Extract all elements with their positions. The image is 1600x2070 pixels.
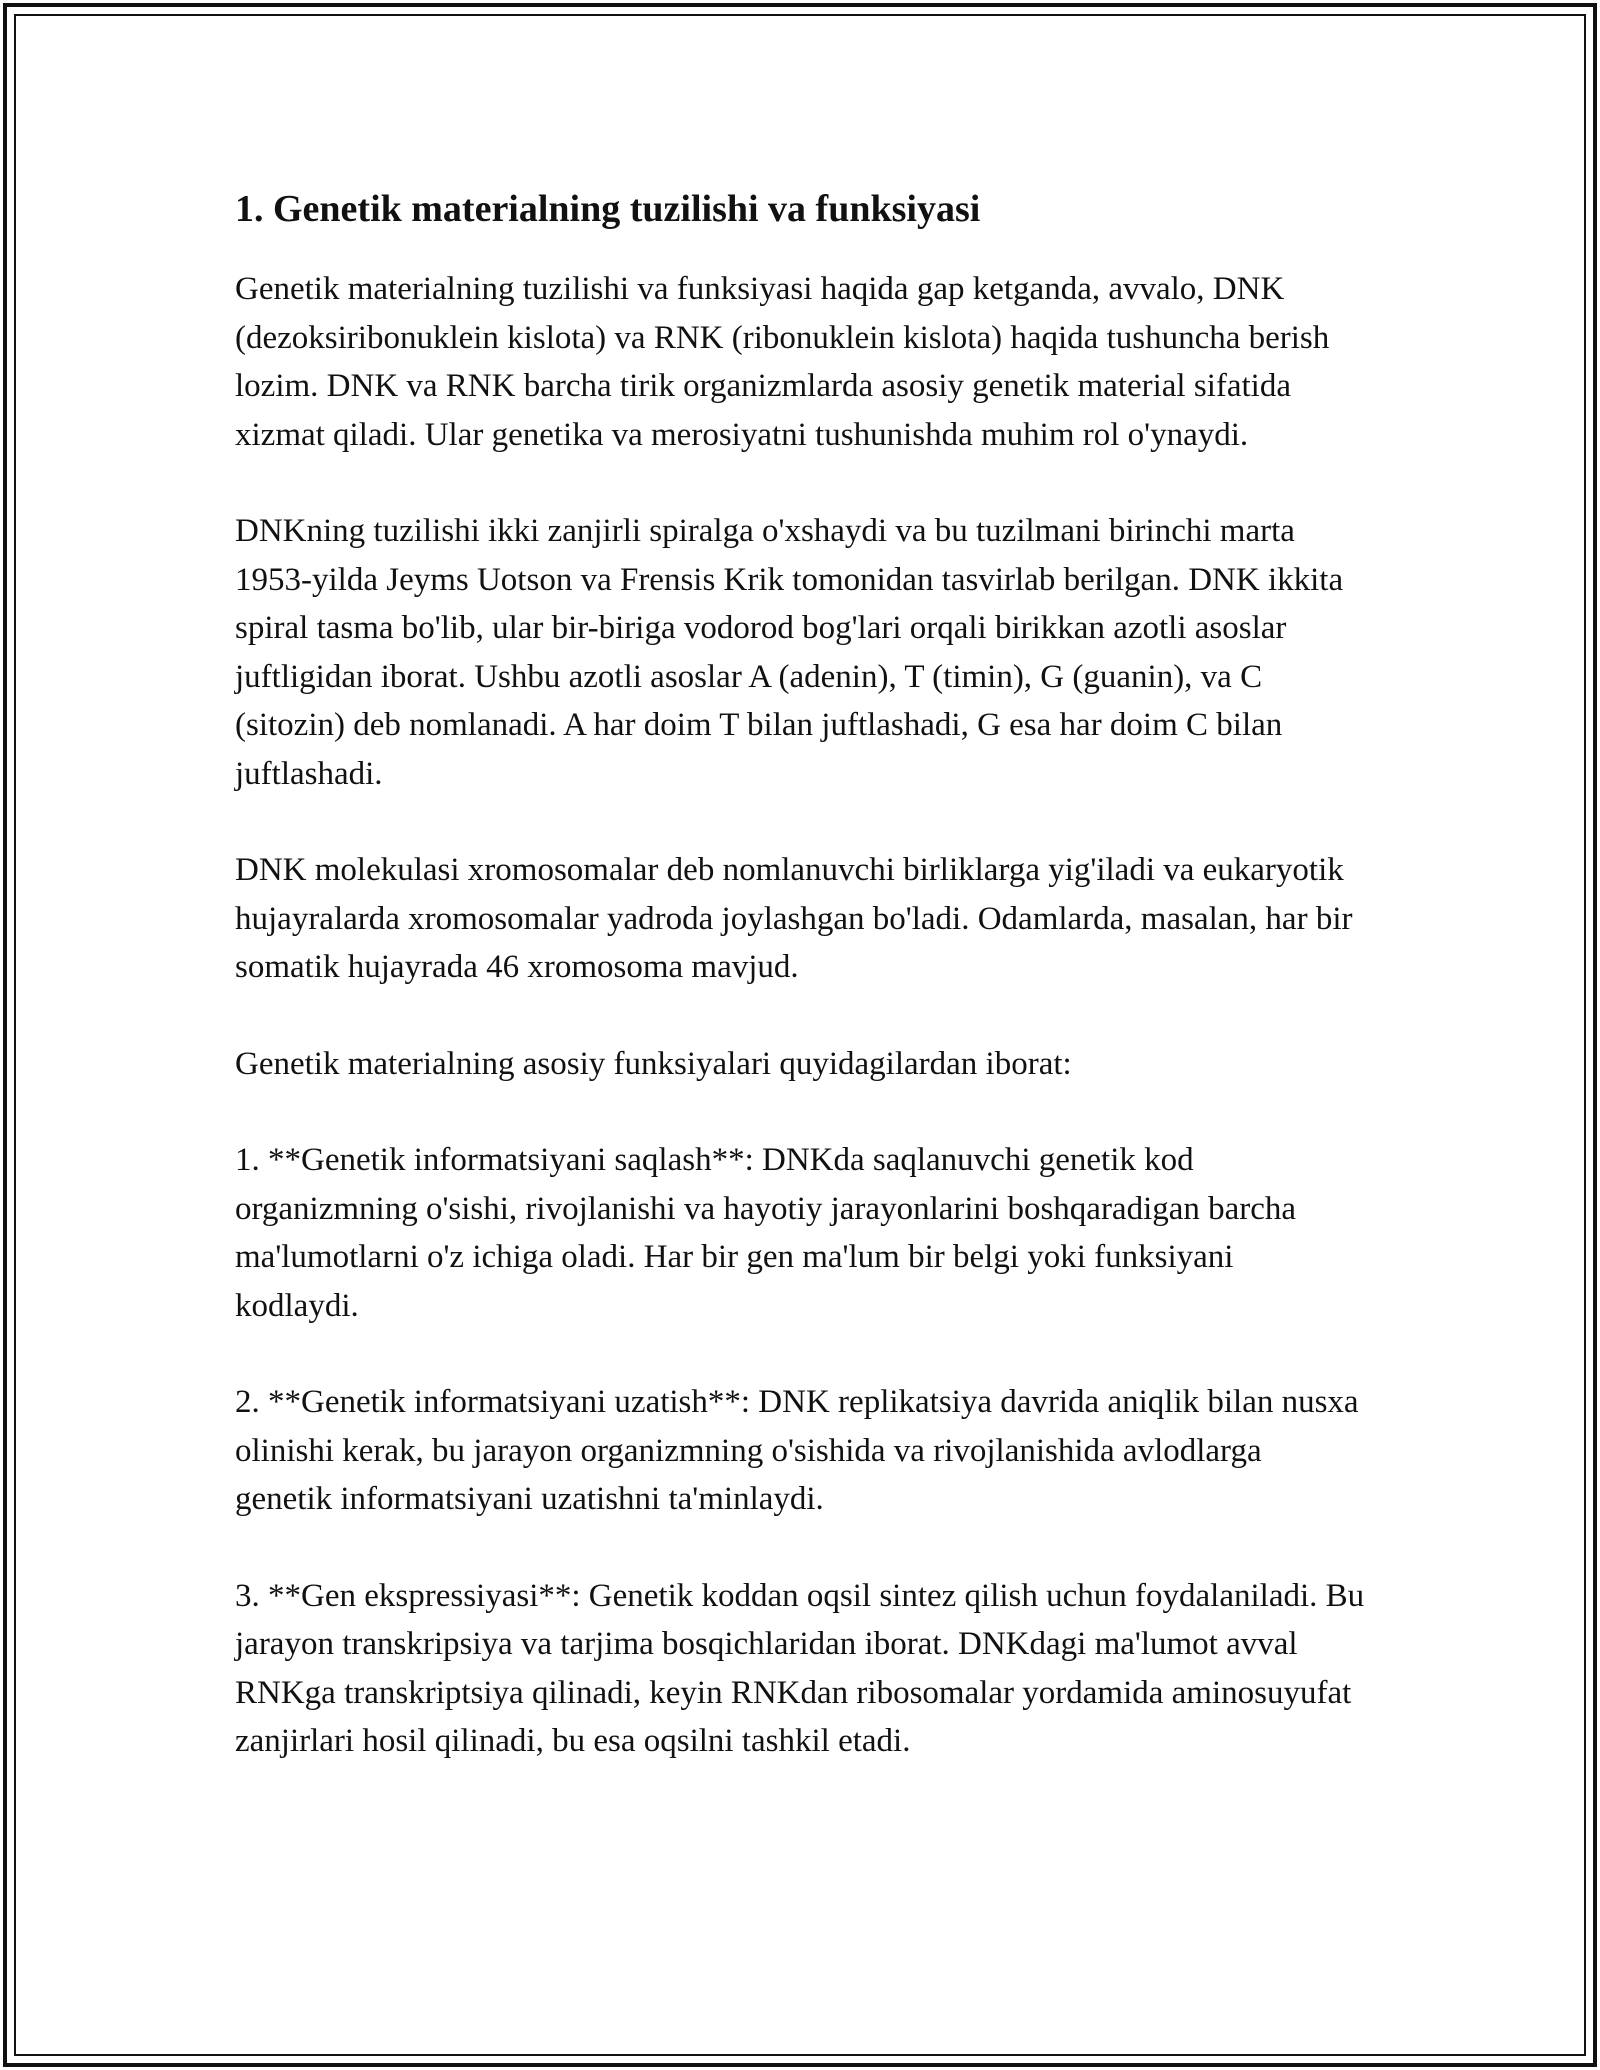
list-item-transmission: 2. **Genetik informatsiyani uzatish**: DNK replikatsiya davrida aniqlik bilan nusxa olinishi kerak, bu jarayon organizmning o'sishida va rivojlanishida avlodlarga genetik informatsiyani uzatishni ta'minlaydi. <box>235 1384 1359 1517</box>
paragraph-dna-structure: DNKning tuzilishi ikki zanjirli spiralga o'xshaydi va bu tuzilmani birinchi marta 1953-yilda Jeyms Uotson va Frensis Krik tomonidan tasvirlab berilgan. DNK ikkita spiral tasma bo'lib, ular bir-biriga vodorod bog'lari orqali birikkan azotli asoslar juftligidan iborat. Ushbu azotli asoslar A (adenin), T (timin), G (guanin), va C (sitozin) deb nomlanadi. A har doim T bilan juftlashadi, G esa har doim C bilan juftlashadi. <box>235 513 1344 792</box>
list-item-storage: 1. **Genetik informatsiyani saqlash**: DNKda saqlanuvchi genetik kod organizmning o'sishi, rivojlanishi va hayotiy jarayonlarini boshqaradigan barcha ma'lumotlarni o'z ichiga oladi. Har bir gen ma'lum bir belgi yoki funksiyani kodlaydi. <box>235 1142 1297 1324</box>
list-item-expression: 3. **Gen ekspressiyasi**: Genetik koddan oqsil sintez qilish uchun foydalaniladi. Bu jarayon transkripsiya va tarjima bosqichlaridan iborat. DNKdagi ma'lumot avval RNKga transkriptsiya qilinadi, keyin RNKdan ribosomalar yordamida aminosuyufat zanjirlari hosil qilinadi, bu esa oqsilni tashkil etadi. <box>235 1577 1365 1759</box>
page-title: 1. Genetik materialning tuzilishi va funksiyasi <box>235 188 981 230</box>
paragraph-chromosomes: DNK molekulasi xromosomalar deb nomlanuvchi birliklarga yig'iladi va eukaryotik hujayralarda xromosomalar yadroda joylashgan bo'ladi. Odamlarda, masalan, har bir somatik hujayrada 46 xromosoma mavjud. <box>235 852 1353 985</box>
paragraph-functions-intro: Genetik materialning asosiy funksiyalari quyidagilardan iborat: <box>235 1045 1072 1082</box>
paragraph-intro: Genetik materialning tuzilishi va funksiyasi haqida gap ketganda, avvalo, DNK (dezoksiribonuklein kislota) va RNK (ribonuklein kislota) haqida tushuncha berish lozim. DNK va RNK barcha tirik organizmlarda asosiy genetik material sifatida xizmat qiladi. Ular genetika va merosiyatni tushunishda muhim rol o'ynaydi. <box>235 271 1330 453</box>
document-body <box>235 187 1365 1814</box>
